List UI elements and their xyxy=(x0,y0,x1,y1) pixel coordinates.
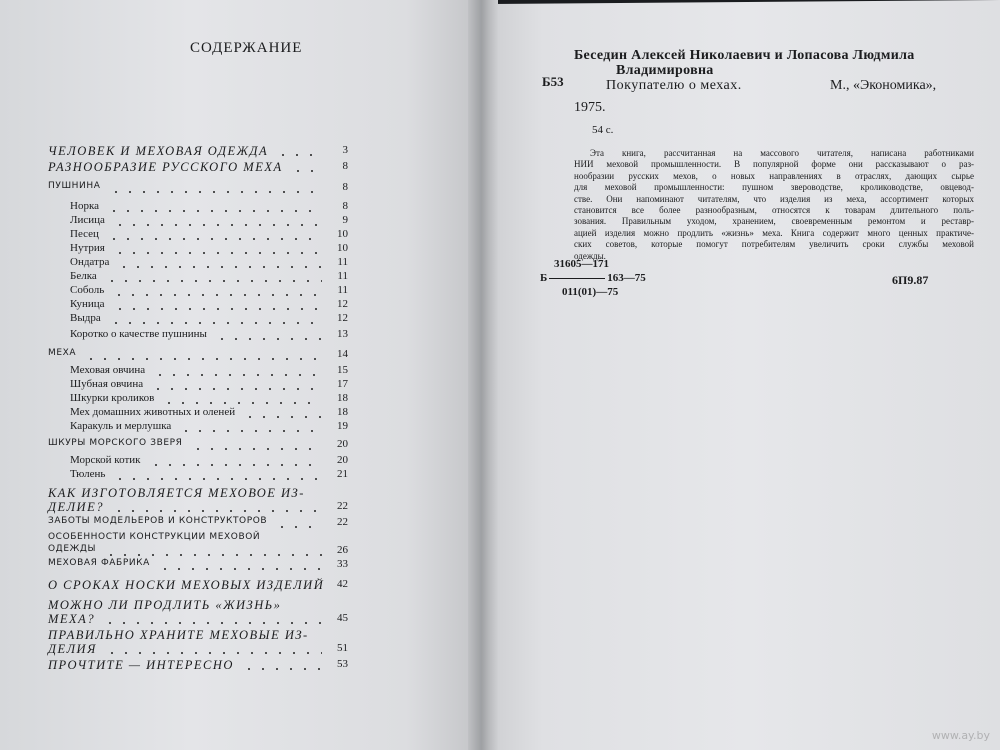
leader-dots xyxy=(276,153,322,157)
publisher: М., «Экономика», xyxy=(830,78,937,93)
leader-dots xyxy=(291,169,322,173)
toc-entry-page: 51 xyxy=(337,642,348,654)
toc-entry-page: 45 xyxy=(337,612,348,624)
abstract-line: ацией изделия можно продлить «жизнь» меха. Книга содержит много ценных практиче- xyxy=(574,227,974,238)
leader-dots xyxy=(103,621,322,625)
toc-entry-page: 20 xyxy=(337,438,348,450)
toc-entry-page: 11 xyxy=(337,270,348,282)
leader-dots xyxy=(151,387,322,391)
index-bar xyxy=(549,278,605,279)
abstract-line: ских советов, которые помогут потребителям увеличить сроки службы меховой xyxy=(574,239,974,250)
leader-dots xyxy=(149,463,322,467)
toc-entry-page: 21 xyxy=(337,468,348,480)
leader-dots xyxy=(113,251,322,255)
toc-entry-page: 22 xyxy=(337,500,348,512)
toc-title: СОДЕРЖАНИЕ xyxy=(190,40,303,56)
toc-entry-label: ПУШНИНА xyxy=(48,181,101,191)
toc-entry xyxy=(48,438,348,454)
toc-entry-label: ОСОБЕННОСТИ КОНСТРУКЦИИ МЕХОВОЙ xyxy=(48,532,261,542)
abstract-line: для меховой промышленности: пушном звероводстве, кролиководстве, овцевод- xyxy=(574,182,974,193)
catalog-index-line-2 xyxy=(540,272,646,284)
abstract-line: зования. Правильным уходом, хранением, своевременным ремонтом и реставр- xyxy=(574,216,974,227)
catalog-index-line-3: 011(01)—75 xyxy=(562,286,619,298)
toc-entry-page: 18 xyxy=(337,392,348,404)
leader-dots xyxy=(84,357,322,361)
leader-dots xyxy=(109,190,322,194)
toc-entry xyxy=(48,348,348,364)
toc-entry xyxy=(48,144,348,160)
bbk-code: Б53 xyxy=(542,74,564,89)
toc-entry-page: 14 xyxy=(337,348,348,360)
toc-entry xyxy=(48,658,348,674)
leader-dots xyxy=(107,237,322,241)
toc-entry-label: РАЗНООБРАЗИЕ РУССКОГО МЕХА xyxy=(48,160,283,174)
abstract-line: становится все более разнообразным, относятся к товарам длительного поль- xyxy=(574,205,974,216)
toc-entry xyxy=(48,578,348,594)
leader-dots xyxy=(158,567,322,571)
leader-dots xyxy=(109,321,322,325)
toc-entry-page: 19 xyxy=(337,420,348,432)
toc-entry-page: 8 xyxy=(342,200,348,212)
toc-entry-label: МЕХА xyxy=(48,348,77,358)
toc-entry-label: ДЕЛИЕ? xyxy=(48,500,104,514)
catalog-index-line-1: 31605—171 xyxy=(554,258,609,270)
leader-dots xyxy=(117,265,322,269)
leader-dots xyxy=(107,209,322,213)
publication-year: 1975. xyxy=(574,100,606,115)
watermark: www.ay.by xyxy=(931,729,990,742)
toc-entry-page: 12 xyxy=(337,312,348,324)
toc-entry xyxy=(48,500,348,516)
leader-dots xyxy=(162,401,322,405)
toc-entry-page: 17 xyxy=(337,378,348,390)
toc-entry-label: ШКУРЫ МОРСКОГО ЗВЕРЯ xyxy=(48,438,183,448)
leader-dots xyxy=(215,337,322,341)
table-of-contents xyxy=(0,0,478,750)
toc-entry xyxy=(48,160,348,176)
page-count: 54 с. xyxy=(592,124,614,136)
toc-entry-label: МЕХА? xyxy=(48,612,96,626)
toc-entry xyxy=(48,328,348,344)
author-line-1: Беседин Алексей Николаевич и Лопасова Людмила xyxy=(574,48,915,63)
toc-entry-label: Морской котик xyxy=(70,454,141,466)
leader-dots xyxy=(191,447,322,451)
index-prefix: Б xyxy=(540,272,548,284)
toc-entry-page: 20 xyxy=(337,454,348,466)
toc-entry-label: Выдра xyxy=(70,312,101,324)
toc-entry-label: Соболь xyxy=(70,284,105,296)
toc-entry xyxy=(48,468,348,484)
abstract-line: Эта книга, рассчитанная на массового читателя, написана работниками xyxy=(590,148,974,158)
abstract-line: одежды. xyxy=(574,250,606,261)
toc-entry-label: Шубная овчина xyxy=(70,378,144,390)
leader-dots xyxy=(104,553,322,557)
toc-entry-label: ЗАБОТЫ МОДЕЛЬЕРОВ И КОНСТРУКТОРОВ xyxy=(48,516,268,526)
toc-entry-page: 53 xyxy=(337,658,348,670)
toc-entry-page: 11 xyxy=(337,284,348,296)
toc-entry-label: Ондатра xyxy=(70,256,110,268)
book-title: Покупателю о мехах. xyxy=(606,78,742,93)
abstract-line: нообразии русских мехов, о новых направлениях в отраслях, дающих сырье xyxy=(574,170,974,181)
toc-entry-label: КАК ИЗГОТОВЛЯЕТСЯ МЕХОВОЕ ИЗ- xyxy=(48,486,305,500)
leader-dots xyxy=(113,477,322,481)
index-suffix: 163—75 xyxy=(607,272,646,284)
catalog-card xyxy=(492,0,1000,750)
toc-entry-label: Каракуль и мерлушка xyxy=(70,420,172,432)
toc-entry-label: Куница xyxy=(70,298,105,310)
toc-entry-label: Белка xyxy=(70,270,97,282)
leader-dots xyxy=(113,223,322,227)
leader-dots xyxy=(243,415,322,419)
toc-entry-label: Мех домашних животных и оленей xyxy=(70,406,236,418)
leader-dots xyxy=(105,651,322,655)
toc-entry-label: О СРОКАХ НОСКИ МЕХОВЫХ ИЗДЕЛИЙ xyxy=(48,578,325,592)
toc-entry-page: 12 xyxy=(337,298,348,310)
toc-entry-page: 42 xyxy=(337,578,348,590)
toc-entry-page: 11 xyxy=(337,256,348,268)
author-line-2: Владимировна xyxy=(616,63,714,78)
toc-entry xyxy=(48,516,348,532)
toc-entry xyxy=(48,420,348,436)
toc-entry xyxy=(48,181,348,197)
toc-entry-page: 15 xyxy=(337,364,348,376)
toc-entry xyxy=(48,642,348,658)
toc-entry-label: Тюлень xyxy=(70,468,106,480)
toc-entry-label: ДЕЛИЯ xyxy=(48,642,97,656)
toc-entry-label: МОЖНО ЛИ ПРОДЛИТЬ «ЖИЗНЬ» xyxy=(48,598,282,612)
toc-entry-label: МЕХОВАЯ ФАБРИКА xyxy=(48,558,150,568)
toc-entry-page: 33 xyxy=(337,558,348,570)
toc-entry-page: 13 xyxy=(337,328,348,340)
toc-entry xyxy=(48,312,348,328)
leader-dots xyxy=(242,667,322,671)
toc-entry-page: 8 xyxy=(342,181,348,193)
toc-entry-label: Норка xyxy=(70,200,100,212)
price-code: 6П9.87 xyxy=(892,273,929,287)
toc-entry-label: ЧЕЛОВЕК И МЕХОВАЯ ОДЕЖДА xyxy=(48,144,269,158)
leader-dots xyxy=(105,279,322,283)
toc-entry-label: ОДЕЖДЫ xyxy=(48,544,97,554)
toc-entry xyxy=(48,612,348,628)
toc-entry-page: 22 xyxy=(337,516,348,528)
toc-entry-label: Песец xyxy=(70,228,99,240)
toc-entry-label: Меховая овчина xyxy=(70,364,146,376)
toc-entry-page: 26 xyxy=(337,544,348,556)
abstract-line: НИИ меховой промышленности. В популярной форме они рассказывают о раз- xyxy=(574,159,974,170)
toc-entry-page: 3 xyxy=(342,144,348,156)
toc-entry-page: 10 xyxy=(337,228,348,240)
leader-dots xyxy=(153,373,322,377)
leader-dots xyxy=(112,293,322,297)
book-abstract xyxy=(574,148,974,262)
toc-entry-label: Нутрия xyxy=(70,242,105,254)
toc-entry-label: ПРАВИЛЬНО ХРАНИТЕ МЕХОВЫЕ ИЗ- xyxy=(48,628,309,642)
leader-dots xyxy=(179,429,322,433)
leader-dots xyxy=(112,509,322,513)
toc-entry-label: Лисица xyxy=(70,214,105,226)
toc-entry-label: Шкурки кроликов xyxy=(70,392,155,404)
leader-dots xyxy=(275,525,322,529)
toc-entry-page: 10 xyxy=(337,242,348,254)
toc-entry xyxy=(48,558,348,574)
toc-entry-page: 9 xyxy=(342,214,348,226)
leader-dots xyxy=(113,307,322,311)
toc-entry-page: 8 xyxy=(342,160,348,172)
toc-entry-page: 18 xyxy=(337,406,348,418)
toc-entry-label: ПРОЧТИТЕ — ИНТЕРЕСНО xyxy=(48,658,234,672)
abstract-line: стве. Они напоминают читателям, что изделия из меха, ассортимент которых xyxy=(574,193,974,204)
toc-entry-label: Коротко о качестве пушнины xyxy=(70,328,207,340)
